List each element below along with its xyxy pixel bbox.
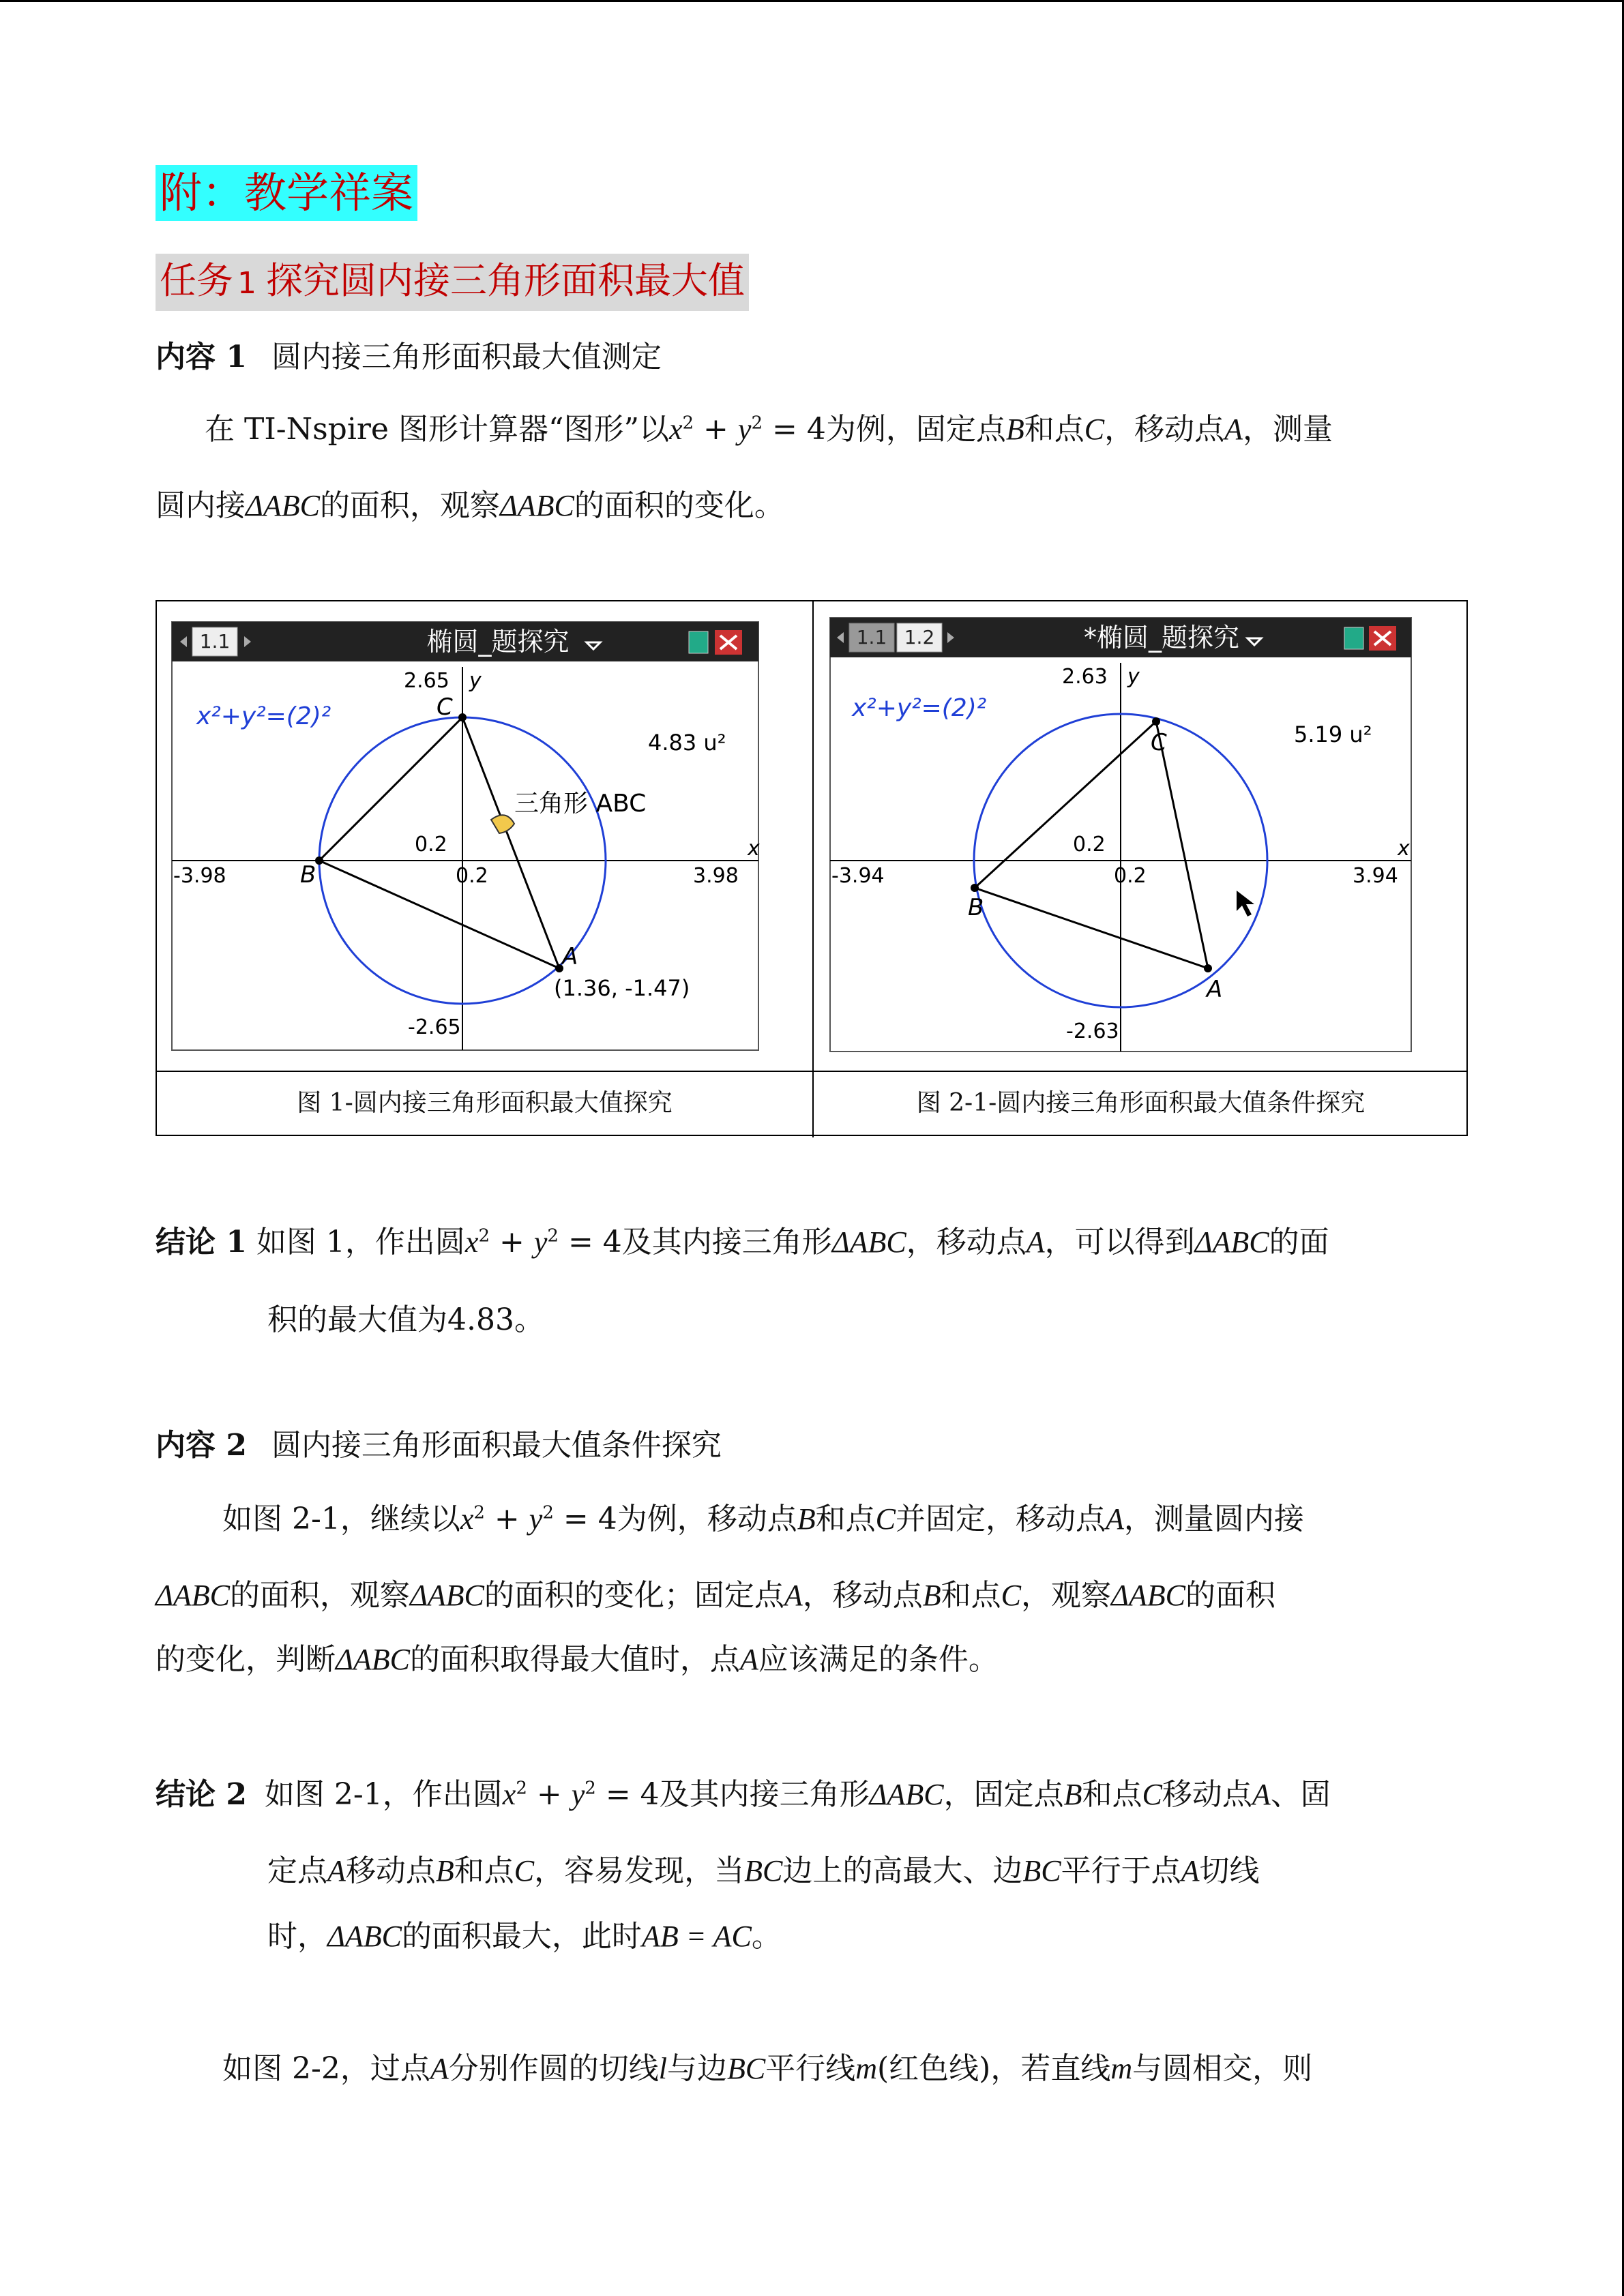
text: 边上的高最大、边 bbox=[782, 1853, 1023, 1888]
math-B: B bbox=[797, 1502, 816, 1536]
math-plus: + bbox=[499, 1225, 525, 1259]
math-x: x bbox=[460, 1502, 474, 1536]
conclusion2-line1 bbox=[156, 1774, 1331, 1815]
label-b: B bbox=[968, 894, 984, 921]
text: 与圆相交，则 bbox=[1132, 2051, 1313, 2086]
y-axis-label: y bbox=[469, 669, 482, 693]
doc-title: 椭圆_题探究 bbox=[426, 627, 570, 657]
text: 的面积，观察 bbox=[319, 488, 500, 523]
text: ，移动点 bbox=[802, 1578, 923, 1613]
y-axis-label: y bbox=[1127, 665, 1140, 689]
point-a[interactable] bbox=[1204, 964, 1212, 972]
content2-heading bbox=[156, 1425, 722, 1466]
y-tick-label: 0.2 bbox=[415, 833, 447, 856]
task-number: 1 bbox=[237, 266, 256, 301]
page-border-top bbox=[0, 0, 1624, 2]
figure1-caption: 图 1-圆内接三角形面积最大值探究 bbox=[297, 1089, 673, 1117]
text: (红色线)，若直线 bbox=[876, 2051, 1111, 2086]
math-y: y bbox=[571, 1778, 585, 1811]
triangle-label: 三角形 ABC bbox=[514, 790, 647, 818]
text: 及其内接三角形 bbox=[621, 1225, 832, 1259]
math-A: A bbox=[1224, 413, 1243, 446]
math-y: y bbox=[737, 413, 752, 446]
math-triangle: ΔABC bbox=[831, 1225, 906, 1259]
x-max-label: 3.94 bbox=[1353, 864, 1398, 888]
math-C: C bbox=[1084, 413, 1105, 446]
text: 和点 bbox=[454, 1853, 514, 1888]
text: ，可以得到 bbox=[1044, 1225, 1195, 1259]
text: 如图 2-1，作出圆 bbox=[264, 1777, 503, 1812]
math-sup: 2 bbox=[478, 1225, 490, 1247]
math-x: x bbox=[502, 1778, 516, 1811]
math-BC: BC bbox=[744, 1854, 783, 1888]
x-max-label: 3.98 bbox=[693, 864, 739, 888]
text: 的面积取得最大值时，点 bbox=[409, 1642, 740, 1677]
text: 及其内接三角形 bbox=[659, 1777, 870, 1812]
x-tick-label: 0.2 bbox=[1114, 864, 1147, 888]
label-a: A bbox=[562, 943, 578, 970]
x-min-label: -3.94 bbox=[831, 864, 885, 888]
x-axis-label: x bbox=[1398, 837, 1410, 861]
last-paragraph-line1 bbox=[222, 2048, 1312, 2089]
math-triangle: ΔABC bbox=[499, 489, 574, 522]
text: 切线 bbox=[1199, 1853, 1260, 1888]
math-eq: = 4 bbox=[605, 1777, 660, 1812]
tab-1-1-label: 1.1 bbox=[199, 630, 231, 653]
math-A: A bbox=[430, 2052, 449, 2085]
text: 如图 1，作出圆 bbox=[256, 1225, 465, 1259]
x-axis-label: x bbox=[748, 837, 760, 861]
math-l: l bbox=[658, 2052, 667, 2085]
text: 和点 bbox=[941, 1578, 1001, 1613]
math-triangle: ΔABC bbox=[327, 1920, 402, 1953]
text: ，容易发现，当 bbox=[534, 1853, 745, 1888]
math-sup: 2 bbox=[585, 1778, 596, 1799]
text: 的面 bbox=[1269, 1225, 1329, 1259]
math-sup: 2 bbox=[547, 1225, 559, 1247]
y-min-label: -2.65 bbox=[408, 1015, 461, 1039]
math-sup: 2 bbox=[516, 1778, 527, 1799]
math-C: C bbox=[514, 1854, 535, 1888]
math-triangle: ΔABC bbox=[156, 1579, 230, 1612]
heading-appendix: 附：教学祥案 bbox=[156, 165, 417, 221]
point-c[interactable] bbox=[1152, 717, 1160, 726]
conclusion2-line2 bbox=[267, 1851, 1260, 1892]
text: 和点 bbox=[815, 1502, 876, 1536]
math-eq: = 4 bbox=[563, 1502, 617, 1536]
content2-line1 bbox=[222, 1499, 1304, 1540]
math-eq: = 4 bbox=[771, 412, 826, 447]
text: ，测量 bbox=[1242, 412, 1333, 447]
text: 、固 bbox=[1270, 1777, 1331, 1812]
text: 圆内接 bbox=[156, 488, 246, 523]
y-tick-label: 0.2 bbox=[1073, 833, 1106, 856]
math-A: A bbox=[784, 1579, 803, 1612]
text: 与边 bbox=[666, 2051, 727, 2086]
label-a: A bbox=[1207, 976, 1223, 1003]
math-A: A bbox=[1105, 1502, 1124, 1536]
math-A: A bbox=[327, 1854, 346, 1888]
figure1-screenshot bbox=[157, 601, 812, 1072]
area-readout: 4.83 u² bbox=[648, 730, 726, 756]
text: 为例，移动点 bbox=[617, 1502, 797, 1536]
text: 移动点 bbox=[345, 1853, 436, 1888]
content1-label: 内容 1 bbox=[156, 340, 247, 374]
math-y: y bbox=[529, 1502, 543, 1536]
point-a-coords: (1.36, -1.47) bbox=[554, 975, 690, 1001]
battery-icon bbox=[689, 631, 708, 653]
math-B: B bbox=[1005, 413, 1024, 446]
math-B: B bbox=[1063, 1778, 1082, 1811]
label-b: B bbox=[300, 861, 316, 889]
conclusion2-label: 结论 2 bbox=[156, 1777, 247, 1812]
y-max-label: 2.63 bbox=[1062, 665, 1108, 689]
battery-icon bbox=[1344, 627, 1363, 649]
math-A: A bbox=[739, 1643, 758, 1676]
math-BC: BC bbox=[726, 2052, 766, 2085]
text: ，测量圆内接 bbox=[1123, 1502, 1304, 1536]
math-m: m bbox=[1110, 2052, 1133, 2085]
text: 平行线 bbox=[765, 2051, 856, 2086]
content2-line3 bbox=[156, 1639, 999, 1680]
math-C: C bbox=[1142, 1778, 1162, 1811]
y-min-label: -2.63 bbox=[1066, 1019, 1119, 1043]
text: ，移动点 bbox=[906, 1225, 1027, 1259]
math-A: A bbox=[1026, 1225, 1045, 1259]
math-triangle: ΔABC bbox=[869, 1778, 944, 1811]
point-b[interactable] bbox=[315, 856, 323, 865]
conclusion1-label: 结论 1 bbox=[156, 1225, 247, 1259]
math-C: C bbox=[1001, 1579, 1022, 1612]
text: 的面积的变化；固定点 bbox=[484, 1578, 784, 1613]
text: ，固定点 bbox=[943, 1777, 1064, 1812]
math-B: B bbox=[922, 1579, 941, 1612]
point-b[interactable] bbox=[971, 884, 979, 892]
text: 定点 bbox=[267, 1853, 327, 1888]
figure2-cell bbox=[814, 601, 1468, 1072]
circle-equation: x²+y²=(2)² bbox=[196, 702, 331, 730]
text: ，移动点 bbox=[1104, 412, 1225, 447]
math-eq: = 4 bbox=[567, 1225, 622, 1259]
math-BC: BC bbox=[1022, 1854, 1061, 1888]
figure2-caption: 图 2-1-圆内接三角形面积最大值条件探究 bbox=[916, 1089, 1365, 1117]
conclusion1-line2: 积的最大值为4.83。 bbox=[267, 1302, 544, 1337]
math-triangle: ΔABC bbox=[409, 1579, 484, 1612]
text: 为例，固定点 bbox=[825, 412, 1006, 447]
text: 。 bbox=[751, 1919, 782, 1954]
text: 分别作圆的切线 bbox=[448, 2051, 659, 2086]
math-B: B bbox=[435, 1854, 454, 1888]
x-min-label: -3.98 bbox=[173, 864, 226, 888]
text: 如图 2-1，继续以 bbox=[222, 1502, 460, 1536]
math-ab-eq-ac: AB = AC bbox=[641, 1920, 752, 1953]
text: 的面积的变化。 bbox=[574, 488, 784, 523]
tab-1-2-label: 1.2 bbox=[904, 626, 935, 648]
math-sup: 2 bbox=[473, 1502, 485, 1523]
figure-table bbox=[156, 600, 1468, 1136]
heading-task1 bbox=[156, 254, 749, 311]
math-m: m bbox=[855, 2052, 877, 2085]
content2-line2 bbox=[156, 1575, 1275, 1616]
tab-1-1-label: 1.1 bbox=[856, 626, 887, 648]
math-sup: 2 bbox=[751, 413, 763, 434]
math-x: x bbox=[464, 1225, 479, 1259]
math-triangle: ΔABC bbox=[336, 1643, 410, 1676]
area-readout: 5.19 u² bbox=[1294, 721, 1372, 747]
figure2-screenshot bbox=[814, 601, 1468, 1072]
task-prefix: 任务 bbox=[160, 259, 233, 302]
math-A: A bbox=[1181, 1854, 1200, 1888]
math-y: y bbox=[533, 1225, 548, 1259]
content1-title: 圆内接三角形面积最大值测定 bbox=[271, 340, 662, 374]
y-max-label: 2.65 bbox=[404, 669, 449, 693]
text: 时， bbox=[267, 1919, 327, 1954]
text: 应该满足的条件。 bbox=[758, 1642, 999, 1677]
text: 移动点 bbox=[1162, 1777, 1252, 1812]
text: 的面积，观察 bbox=[229, 1578, 410, 1613]
math-triangle: ΔABC bbox=[1111, 1579, 1185, 1612]
conclusion1-line1 bbox=[156, 1222, 1329, 1263]
math-sup: 2 bbox=[682, 413, 694, 434]
point-c[interactable] bbox=[458, 713, 467, 721]
text: 平行于点 bbox=[1061, 1853, 1181, 1888]
content2-title: 圆内接三角形面积最大值条件探究 bbox=[271, 1428, 722, 1463]
label-c: C bbox=[1151, 729, 1167, 756]
math-A: A bbox=[1252, 1778, 1271, 1811]
text: ，观察 bbox=[1021, 1578, 1112, 1613]
figure1-cell bbox=[157, 601, 812, 1072]
text: 和点 bbox=[1024, 412, 1084, 447]
text: 并固定，移动点 bbox=[895, 1502, 1106, 1536]
label-c: C bbox=[437, 694, 453, 721]
math-C: C bbox=[875, 1502, 896, 1536]
math-x: x bbox=[668, 413, 683, 446]
math-triangle: ΔABC bbox=[1194, 1225, 1269, 1259]
math-sup: 2 bbox=[542, 1502, 554, 1523]
text: 和点 bbox=[1082, 1777, 1142, 1812]
x-tick-label: 0.2 bbox=[456, 864, 488, 888]
math-plus: + bbox=[494, 1502, 520, 1536]
math-triangle: ΔABC bbox=[246, 489, 320, 522]
task-title: 探究圆内接三角形面积最大值 bbox=[266, 259, 745, 302]
circle-equation: x²+y²=(2)² bbox=[852, 694, 987, 722]
text: 的面积 bbox=[1185, 1578, 1275, 1613]
doc-title: *椭圆_题探究 bbox=[1083, 623, 1240, 653]
content1-line1 bbox=[205, 409, 1333, 450]
text: 的变化，判断 bbox=[156, 1642, 336, 1677]
text: 如图 2-2，过点 bbox=[222, 2051, 430, 2086]
math-plus: + bbox=[703, 412, 728, 447]
content1-heading bbox=[156, 337, 662, 378]
conclusion2-line3 bbox=[267, 1916, 782, 1957]
text: 在 TI-Nspire 图形计算器“图形”以 bbox=[205, 412, 669, 447]
content2-label: 内容 2 bbox=[156, 1428, 247, 1463]
math-plus: + bbox=[536, 1777, 562, 1812]
text: 的面积最大，此时 bbox=[401, 1919, 642, 1954]
content1-line2 bbox=[156, 486, 784, 526]
